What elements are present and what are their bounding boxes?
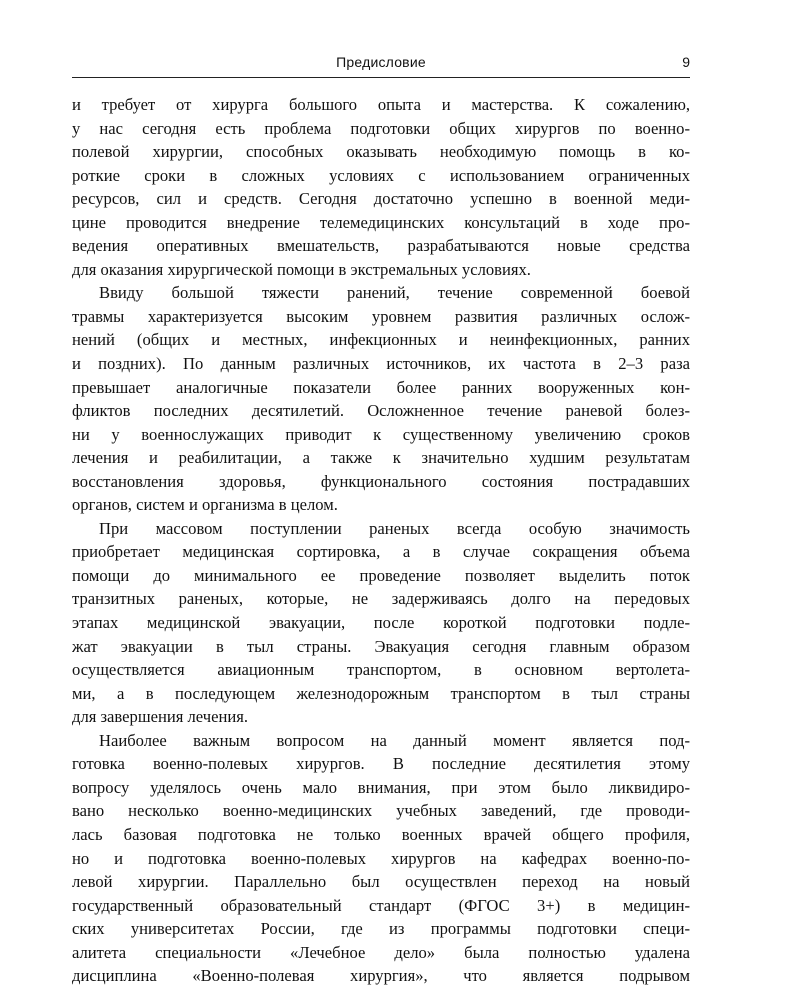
page-number: 9: [682, 54, 690, 70]
text-line: ресурсов, сил и средств. Сегодня достаточно успешно в военной меди-: [72, 189, 690, 209]
running-header: [72, 52, 690, 74]
text-line: цине проводится внедрение телемедицинских консультаций в ходе про-: [72, 212, 690, 232]
text-line: травмы характеризуется высоким уровнем развития различных ослож-: [72, 306, 690, 326]
text-line: осуществляется авиационным транспортом, в основном вертолета-: [72, 660, 690, 680]
text-line: этапах медицинской эвакуации, после короткой подготовки подле-: [72, 613, 690, 633]
text-line: жат эвакуации в тыл страны. Эвакуация сегодня главным образом: [72, 636, 690, 656]
text-line: полевой хирургии, способных оказывать необходимую помощь в ко-: [72, 142, 690, 162]
paragraph: [72, 281, 690, 516]
text-line: нений (общих и местных, инфекционных и неинфекционных, ранних: [72, 330, 690, 350]
text-line: роткие сроки в сложных условиях с использованием ограниченных: [72, 165, 690, 185]
text-line: фликтов последних десятилетий. Осложненное течение раневой болез-: [72, 401, 690, 421]
text-line: алитета специальности «Лечебное дело» была полностью удалена: [72, 942, 690, 962]
text-line: дисциплина «Военно-полевая хирургия», что является подрывом: [72, 966, 690, 986]
text-line: транзитных раненых, которые, не задерживаясь долго на передовых: [72, 589, 690, 609]
text-line: восстановления здоровья, функционального состояния пострадавших: [72, 471, 690, 491]
text-line: При массовом поступлении раненых всегда особую значимость: [99, 518, 690, 538]
text-line: ских университетах России, где из программы подготовки специ-: [72, 919, 690, 939]
text-line: у нас сегодня есть проблема подготовки общих хирургов по военно-: [72, 118, 690, 138]
text-line: приобретает медицинская сортировка, а в случае сокращения объема: [72, 542, 690, 562]
text-line: ни у военнослужащих приводит к существенному увеличению сроков: [72, 424, 690, 444]
text-line: превышает аналогичные показатели более ранних вооруженных кон-: [72, 377, 690, 397]
text-line: ми, а в последующем железнодорожным транспортом в тыл страны: [72, 683, 690, 703]
text-line: лась базовая подготовка не только военных врачей общего профиля,: [72, 824, 690, 844]
text-line: и поздних). По данным различных источников, их частота в 2–3 раза: [72, 354, 690, 374]
header-rule: [72, 77, 690, 78]
text-line: государственный образовательный стандарт (ФГОС 3+) в медицин-: [72, 895, 690, 915]
chapter-title: Предисловие: [336, 54, 426, 70]
text-line: вано несколько военно-медицинских учебных заведений, где проводи-: [72, 801, 690, 821]
text-line: органов, систем и организма в целом.: [72, 495, 338, 515]
text-line: помощи до минимального ее проведение позволяет выделить поток: [72, 565, 690, 585]
paragraph: [72, 729, 690, 988]
paragraph: [72, 93, 690, 281]
text-line: Ввиду большой тяжести ранений, течение современной боевой: [99, 283, 690, 303]
text-line: но и подготовка военно-полевых хирургов на кафедрах военно-по-: [72, 848, 690, 868]
text-line: левой хирургии. Параллельно был осуществлен переход на новый: [72, 872, 690, 892]
text-line: лечения и реабилитации, а также к значительно худшим результатам: [72, 448, 690, 468]
text-line: вопросу уделялось очень мало внимания, при этом было ликвидиро-: [72, 777, 690, 797]
text-line: для завершения лечения.: [72, 707, 248, 727]
paragraph: [72, 517, 690, 729]
text-line: для оказания хирургической помощи в экстремальных условиях.: [72, 259, 531, 279]
text-line: ведения оперативных вмешательств, разрабатываются новые средства: [72, 236, 690, 256]
text-line: и требует от хирурга большого опыта и мастерства. К сожалению,: [72, 95, 690, 114]
text-line: Наиболее важным вопросом на данный момент является под-: [99, 730, 690, 750]
text-line: готовка военно-полевых хирургов. В последние десятилетия этому: [72, 754, 690, 774]
body-text: [72, 93, 690, 988]
